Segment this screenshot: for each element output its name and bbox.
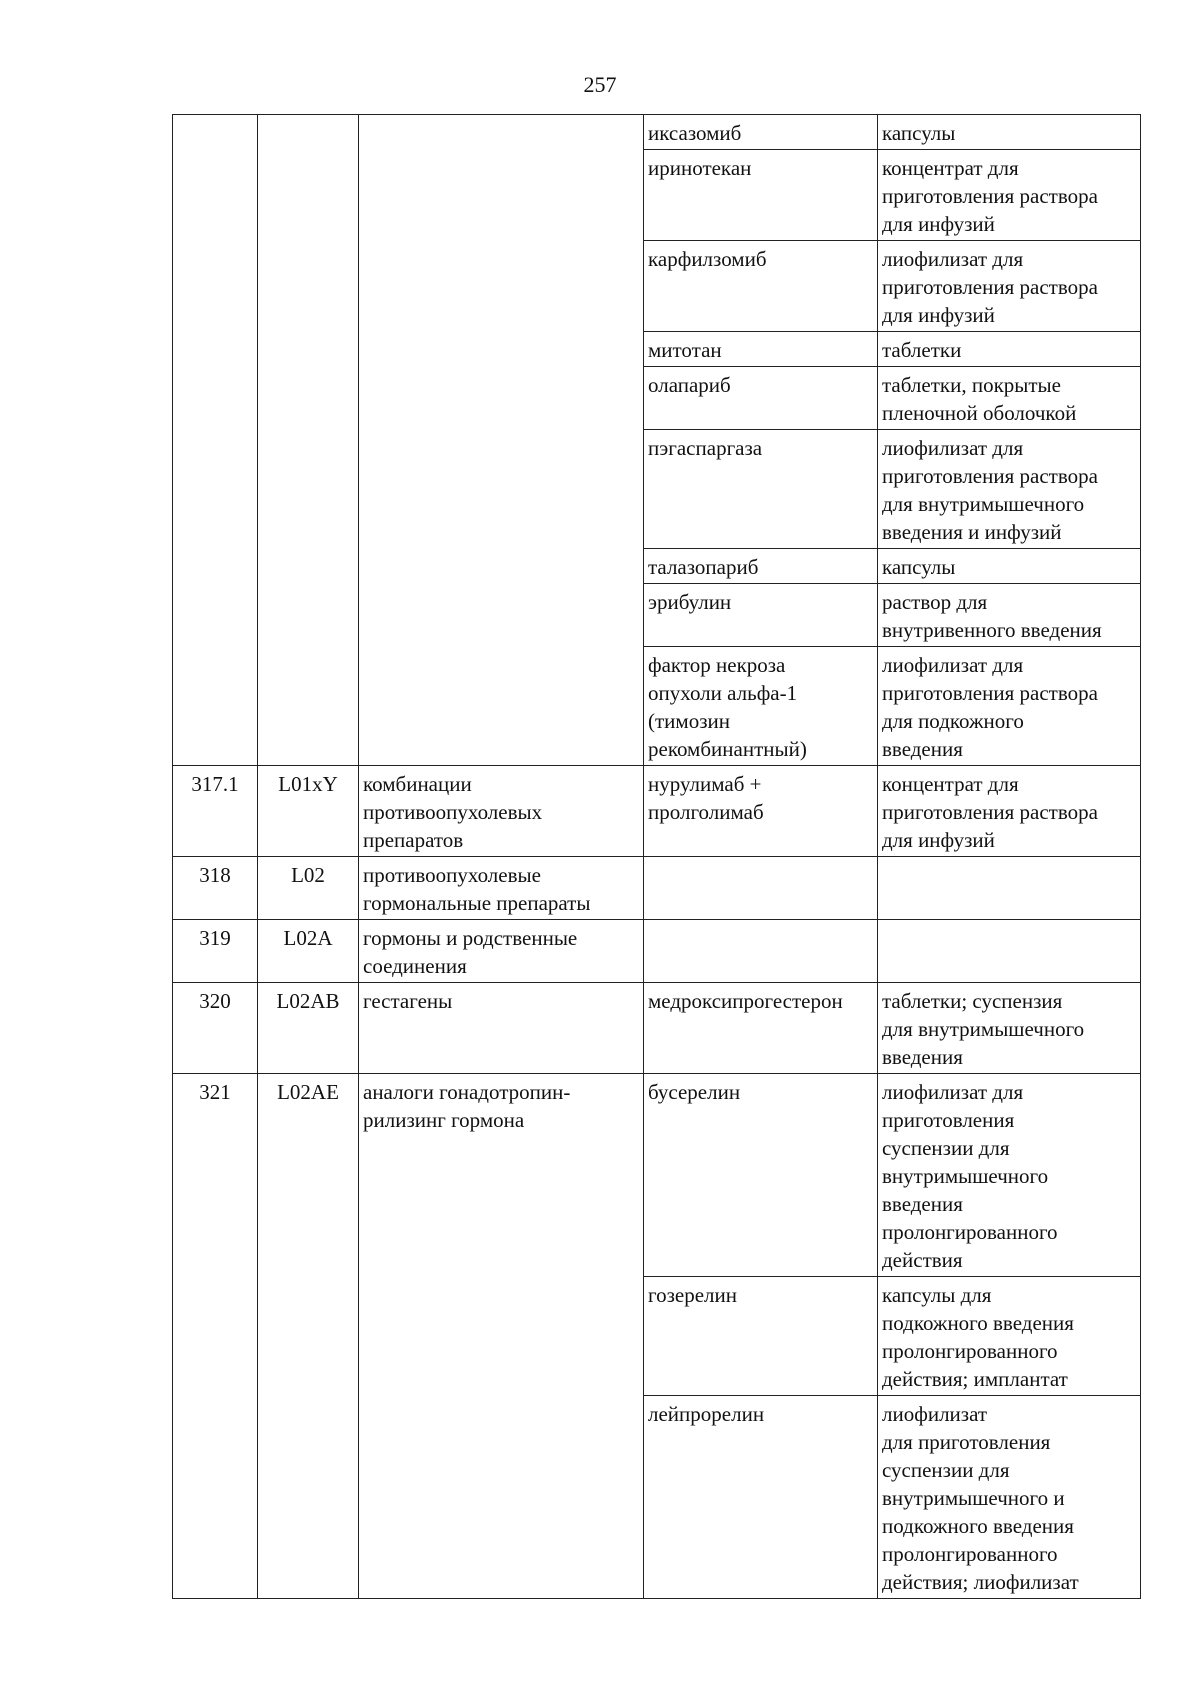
drug-name-cell: талазопариб	[644, 549, 878, 584]
table-row	[173, 1074, 1141, 1277]
table-row	[173, 115, 1141, 150]
group-name-cell: комбинации противоопухолевых препаратов	[359, 766, 644, 857]
atc-code-cell: L01xY	[258, 766, 359, 857]
dosage-form-cell: капсулы	[878, 115, 1141, 150]
table-row	[173, 857, 1141, 920]
row-number-cell: 320	[173, 983, 258, 1074]
group-name-cell: гормоны и родственные соединения	[359, 920, 644, 983]
drug-name-cell: иринотекан	[644, 150, 878, 241]
drug-name-cell: митотан	[644, 332, 878, 367]
atc-code-cell: L02A	[258, 920, 359, 983]
table-row	[173, 920, 1141, 983]
dosage-form-cell: капсулы	[878, 549, 1141, 584]
group-name-cell: аналоги гонадотропин- рилизинг гормона	[359, 1074, 644, 1599]
atc-code-cell: L02AE	[258, 1074, 359, 1599]
drug-name-cell: иксазомиб	[644, 115, 878, 150]
drug-name-cell: карфилзомиб	[644, 241, 878, 332]
atc-code-cell: L02AB	[258, 983, 359, 1074]
row-number-cell: 318	[173, 857, 258, 920]
drug-name-cell: гозерелин	[644, 1277, 878, 1396]
dosage-form-cell	[878, 920, 1141, 983]
dosage-form-cell: лиофилизат для приготовления раствора для инфузий	[878, 241, 1141, 332]
drug-name-cell: лейпрорелин	[644, 1396, 878, 1599]
dosage-form-cell: концентрат для приготовления раствора для инфузий	[878, 766, 1141, 857]
row-number-cell	[173, 115, 258, 766]
page-number: 257	[583, 72, 617, 97]
drug-name-cell: олапариб	[644, 367, 878, 430]
drug-name-cell: нурулимаб + пролголимаб	[644, 766, 878, 857]
row-number-cell: 319	[173, 920, 258, 983]
row-number-cell: 317.1	[173, 766, 258, 857]
dosage-form-cell	[878, 857, 1141, 920]
dosage-form-cell: лиофилизат для приготовления раствора для внутримышечного введения и инфузий	[878, 430, 1141, 549]
dosage-form-cell: лиофилизат для приготовления суспензии для внутримышечного и подкожного введения пролонгированного действия; лиофилизат	[878, 1396, 1141, 1599]
row-number-cell: 321	[173, 1074, 258, 1599]
table-row	[173, 983, 1141, 1074]
group-name-cell: гестагены	[359, 983, 644, 1074]
dosage-form-cell: таблетки, покрытые пленочной оболочкой	[878, 367, 1141, 430]
drug-name-cell	[644, 857, 878, 920]
group-name-cell	[359, 115, 644, 766]
atc-code-cell: L02	[258, 857, 359, 920]
drug-table	[172, 114, 1141, 1599]
dosage-form-cell: таблетки	[878, 332, 1141, 367]
dosage-form-cell: концентрат для приготовления раствора для инфузий	[878, 150, 1141, 241]
drug-name-cell: пэгаспаргаза	[644, 430, 878, 549]
dosage-form-cell: таблетки; суспензия для внутримышечного введения	[878, 983, 1141, 1074]
dosage-form-cell: раствор для внутривенного введения	[878, 584, 1141, 647]
drug-name-cell: медроксипрогестерон	[644, 983, 878, 1074]
atc-code-cell	[258, 115, 359, 766]
dosage-form-cell: лиофилизат для приготовления раствора для подкожного введения	[878, 647, 1141, 766]
drug-name-cell	[644, 920, 878, 983]
dosage-form-cell: лиофилизат для приготовления суспензии для внутримышечного введения пролонгированного действия	[878, 1074, 1141, 1277]
group-name-cell: противоопухолевые гормональные препараты	[359, 857, 644, 920]
dosage-form-cell: капсулы для подкожного введения пролонгированного действия; имплантат	[878, 1277, 1141, 1396]
drug-name-cell: бусерелин	[644, 1074, 878, 1277]
table-row	[173, 766, 1141, 857]
drug-name-cell: фактор некроза опухоли альфа-1 (тимозин рекомбинантный)	[644, 647, 878, 766]
drug-name-cell: эрибулин	[644, 584, 878, 647]
